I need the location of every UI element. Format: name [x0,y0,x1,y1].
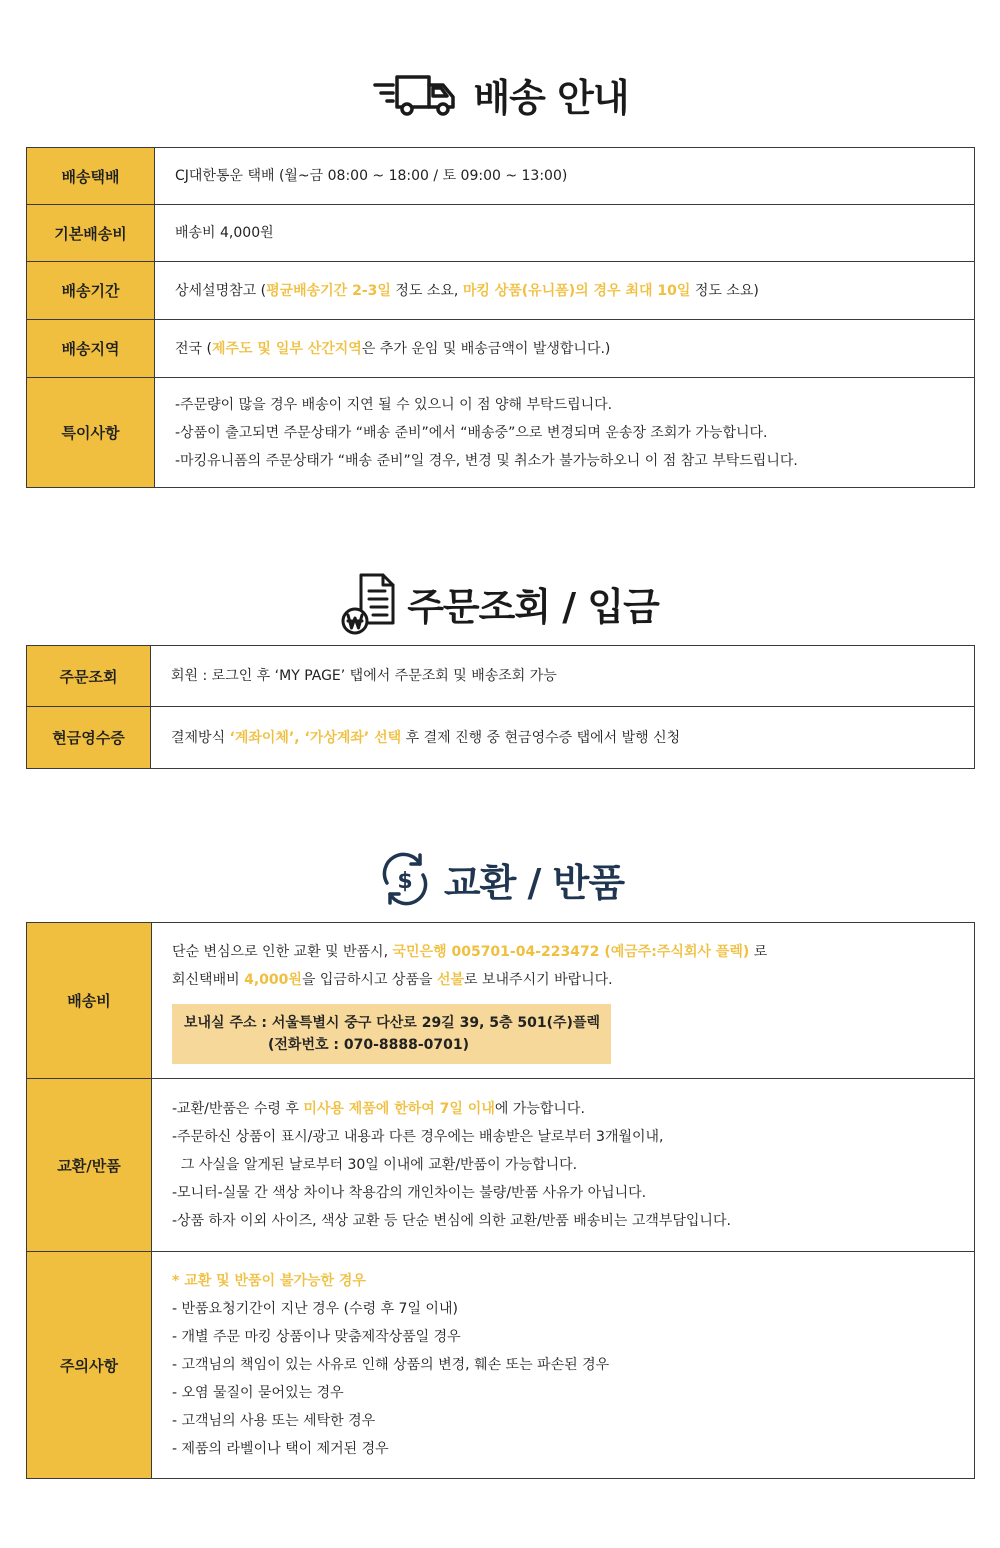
return-phone: (전화번호 : 070-8888-0701) [268,1036,470,1053]
note-line: -주문량이 많을 경우 배송이 지연 될 수 있으니 이 점 양해 부탁드립니다. [175,396,613,413]
caution-line: - 오염 물질이 묻어있는 경우 [172,1385,344,1401]
exchange-title: 교환 / 반품 [443,860,625,905]
caution-line: - 반품요청기간이 지난 경우 (수령 후 7일 이내) [172,1301,458,1317]
courier-value: CJ대한통운 택배 (월~금 08:00 ~ 18:00 / 토 09:00 ~ 13:00) [155,148,975,205]
row-label: 배송기간 [27,262,155,320]
table-row [27,707,975,769]
exchange-section-title [0,850,1000,908]
fee-line: 회신택배비 4,000원을 입금하시고 상품을 선불로 보내주시기 바랍니다. [172,971,613,988]
table-row [27,923,975,1079]
row-label: 교환/반품 [27,1079,152,1252]
table-row [27,205,975,262]
caution-line: - 개별 주문 마킹 상품이나 맞춤제작상품일 경우 [172,1329,461,1345]
delivery-truck-icon [371,69,463,119]
fee-line: 단순 변심으로 인한 교환 및 반품시, 국민은행 005701-04-223472 (예금주:주식회사 플렉) 로 [172,943,768,960]
exchange-line: -주문하신 상품이 표시/광고 내용과 다른 경우에는 배송받은 날로부터 3개월이내, [172,1129,664,1145]
exchange-dollar-icon [376,852,434,906]
note-line: -상품이 출고되면 주문상태가 “배송 준비”에서 “배송중”으로 변경되며 운송장 조회가 가능합니다. [175,424,768,441]
row-label: 배송비 [27,923,152,1079]
base-fee-value: 배송비 4,000원 [155,205,975,262]
row-label: 주의사항 [27,1252,152,1479]
caution-line: - 고객님의 사용 또는 세탁한 경우 [172,1413,376,1429]
return-address: 보내실 주소 : 서울특별시 중구 다산로 29길 39, 5층 501(주)플렉 [184,1014,600,1031]
shipping-table [26,147,975,488]
special-notes-value [155,378,975,488]
row-label: 주문조회 [27,646,151,707]
return-fee-value [152,923,975,1079]
delivery-area-value: 전국 (제주도 및 일부 산간지역은 추가 운임 및 배송금액이 발생합니다.) [155,320,975,378]
caution-line: - 고객님의 책임이 있는 사유로 인해 상품의 변경, 훼손 또는 파손된 경우 [172,1357,610,1373]
caution-heading: * 교환 및 반품이 불가능한 경우 [172,1273,366,1289]
shipping-section-title [0,66,1000,122]
table-row [27,320,975,378]
order-table [26,645,975,769]
order-title: 주문조회 / 입금 [407,584,659,629]
note-line: -마킹유니폼의 주문상태가 “배송 준비”일 경우, 변경 및 취소가 불가능하오니 이 점 참고 부탁드립니다. [175,452,798,469]
row-label: 배송지역 [27,320,155,378]
return-address-box [172,1004,611,1064]
row-label: 특이사항 [27,378,155,488]
delivery-period-value: 상세설명참고 (평균배송기간 2-3일 정도 소요, 마킹 상품(유니폼)의 경우 최대 10일 정도 소요) [155,262,975,320]
exchange-line: -모니터-실물 간 색상 차이나 착용감의 개인차이는 불량/반품 사유가 아닙니다. [172,1185,647,1201]
caution-value [152,1252,975,1479]
row-label: 현금영수증 [27,707,151,769]
order-lookup-value: 회원 : 로그인 후 ‘MY PAGE’ 탭에서 주문조회 및 배송조회 가능 [151,646,975,707]
exchange-line: 그 사실을 알게된 날로부터 30일 이내에 교환/반품이 가능합니다. [172,1157,578,1173]
exchange-table [26,922,975,1479]
shipping-title: 배송 안내 [473,75,629,120]
table-row [27,262,975,320]
caution-line: - 제품의 라벨이나 택이 제거된 경우 [172,1441,389,1457]
exchange-return-value [152,1079,975,1252]
order-section-title [0,568,1000,638]
table-row [27,1079,975,1252]
table-row [27,1252,975,1479]
table-row [27,378,975,488]
row-label: 기본배송비 [27,205,155,262]
table-row [27,148,975,205]
document-won-icon [341,571,397,635]
table-row [27,646,975,707]
exchange-line: -상품 하자 이외 사이즈, 색상 교환 등 단순 변심에 의한 교환/반품 배송비는 고객부담입니다. [172,1213,731,1229]
cash-receipt-value: 결제방식 ‘계좌이체’, ‘가상계좌’ 선택 후 결제 진행 중 현금영수증 탭에서 발행 신청 [151,707,975,769]
row-label: 배송택배 [27,148,155,205]
svg-text:$: $ [397,869,413,894]
exchange-line: -교환/반품은 수령 후 미사용 제품에 한하여 7일 이내에 가능합니다. [172,1101,585,1117]
